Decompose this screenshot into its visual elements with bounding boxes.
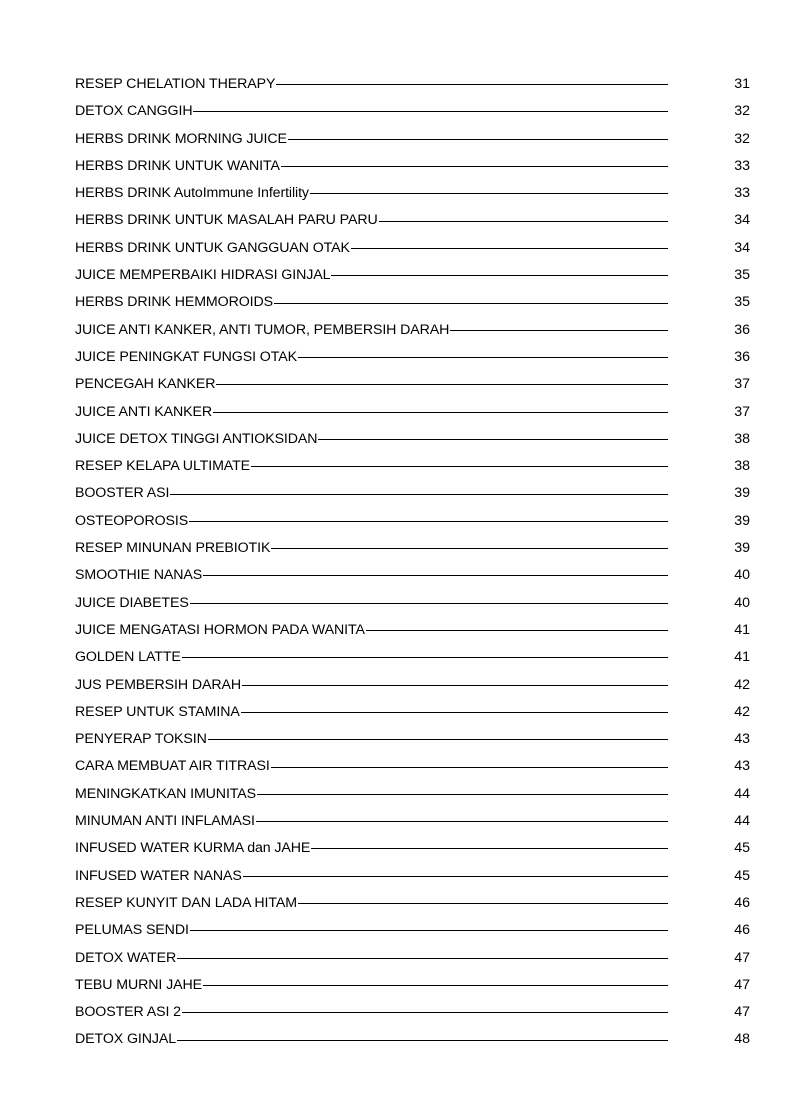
toc-entry[interactable] <box>75 508 750 535</box>
toc-entry-page-number: 37 <box>734 376 750 393</box>
toc-entry-title: HERBS DRINK UNTUK GANGGUAN OTAK <box>75 239 350 256</box>
toc-entry-title: JUICE DETOX TINGGI ANTIOKSIDAN <box>75 430 318 447</box>
toc-entry-title: JUS PEMBERSIH DARAH <box>75 676 242 693</box>
toc-dot-leader <box>288 139 668 140</box>
toc-entry-title: PENYERAP TOKSIN <box>75 731 207 748</box>
toc-entry-page-number: 39 <box>734 485 750 502</box>
toc-entry[interactable] <box>75 235 750 262</box>
toc-dot-leader <box>243 876 668 877</box>
toc-entry[interactable] <box>75 1026 750 1053</box>
toc-dot-leader <box>450 330 668 331</box>
toc-entry-title: BOOSTER ASI <box>75 485 170 502</box>
toc-dot-leader <box>208 739 668 740</box>
toc-entry-page-number: 36 <box>734 321 750 338</box>
toc-entry[interactable] <box>75 590 750 617</box>
toc-entry[interactable] <box>75 453 750 480</box>
toc-entry-page-number: 42 <box>734 703 750 720</box>
toc-dot-leader <box>257 794 668 795</box>
toc-entry-title: JUICE ANTI KANKER <box>75 403 213 420</box>
toc-entry-page-number: 43 <box>734 758 750 775</box>
toc-entry-title: DETOX CANGGIH <box>75 103 193 120</box>
toc-entry[interactable] <box>75 781 750 808</box>
toc-entry-page-number: 35 <box>734 267 750 284</box>
toc-entry-page-number: 39 <box>734 540 750 557</box>
toc-entry-title: HERBS DRINK MORNING JUICE <box>75 130 287 147</box>
toc-entry-title: HERBS DRINK UNTUK MASALAH PARU PARU <box>75 212 378 229</box>
toc-entry-page-number: 38 <box>734 458 750 475</box>
toc-entry-title: PENCEGAH KANKER <box>75 376 216 393</box>
toc-entry[interactable] <box>75 289 750 316</box>
toc-entry[interactable] <box>75 535 750 562</box>
toc-entry-page-number: 36 <box>734 348 750 365</box>
toc-dot-leader <box>318 439 668 440</box>
toc-entry-title: DETOX WATER <box>75 949 177 966</box>
toc-entry-title: RESEP MINUNAN PREBIOTIK <box>75 540 271 557</box>
toc-dot-leader <box>276 84 668 85</box>
toc-entry[interactable] <box>75 945 750 972</box>
toc-dot-leader <box>311 848 668 849</box>
toc-entry-page-number: 39 <box>734 512 750 529</box>
toc-dot-leader <box>170 494 668 495</box>
toc-entry-page-number: 33 <box>734 157 750 174</box>
toc-entry-title: SMOOTHIE NANAS <box>75 567 203 584</box>
toc-entry-page-number: 33 <box>734 185 750 202</box>
toc-entry-title: MINUMAN ANTI INFLAMASI <box>75 813 255 830</box>
toc-entry-page-number: 47 <box>734 949 750 966</box>
toc-dot-leader <box>213 412 668 413</box>
toc-entry[interactable] <box>75 617 750 644</box>
toc-entry-title: JUICE MENGATASI HORMON PADA WANITA <box>75 621 365 638</box>
toc-entry[interactable] <box>75 835 750 862</box>
toc-entry-title: CARA MEMBUAT AIR TITRASI <box>75 758 270 775</box>
toc-entry[interactable] <box>75 371 750 398</box>
toc-entry[interactable] <box>75 153 750 180</box>
toc-entry-title: JUICE DIABETES <box>75 594 189 611</box>
toc-entry-page-number: 37 <box>734 403 750 420</box>
toc-entry-title: RESEP KUNYIT DAN LADA HITAM <box>75 894 297 911</box>
toc-dot-leader <box>203 985 668 986</box>
toc-dot-leader <box>281 166 668 167</box>
toc-entry-title: HERBS DRINK HEMMOROIDS <box>75 294 274 311</box>
toc-dot-leader <box>366 630 668 631</box>
toc-entry-page-number: 47 <box>734 976 750 993</box>
toc-dot-leader <box>203 575 668 576</box>
toc-entry[interactable] <box>75 426 750 453</box>
toc-dot-leader <box>379 221 668 222</box>
toc-entry-page-number: 32 <box>734 130 750 147</box>
toc-entry-title: TEBU MURNI JAHE <box>75 976 202 993</box>
toc-dot-leader <box>310 193 668 194</box>
toc-dot-leader <box>182 657 668 658</box>
toc-entry[interactable] <box>75 317 750 344</box>
toc-entry-title: RESEP CHELATION THERAPY <box>75 76 276 92</box>
toc-dot-leader <box>177 1040 668 1041</box>
toc-entry-page-number: 34 <box>734 212 750 229</box>
toc-entry[interactable] <box>75 863 750 890</box>
toc-entry[interactable] <box>75 207 750 234</box>
toc-entry[interactable] <box>75 262 750 289</box>
toc-entry[interactable] <box>75 672 750 699</box>
toc-dot-leader <box>190 603 668 604</box>
toc-entry[interactable] <box>75 480 750 507</box>
toc-entry-page-number: 46 <box>734 894 750 911</box>
toc-entry[interactable] <box>75 98 750 125</box>
toc-entry-title: RESEP KELAPA ULTIMATE <box>75 458 251 475</box>
toc-dot-leader <box>351 248 668 249</box>
toc-entry-title: JUICE ANTI KANKER, ANTI TUMOR, PEMBERSIH DARAH <box>75 321 450 338</box>
toc-dot-leader <box>190 930 668 931</box>
toc-entry[interactable] <box>75 644 750 671</box>
toc-entry-title: GOLDEN LATTE <box>75 649 181 666</box>
toc-entry[interactable] <box>75 808 750 835</box>
toc-dot-leader <box>298 357 668 358</box>
toc-entry[interactable] <box>75 399 750 426</box>
toc-entry-title: INFUSED WATER KURMA dan JAHE <box>75 840 311 857</box>
toc-entry-title: HERBS DRINK AutoImmune Infertility <box>75 185 309 202</box>
toc-dot-leader <box>241 712 668 713</box>
toc-entry[interactable] <box>75 71 750 98</box>
toc-entry-title: DETOX GINJAL <box>75 1031 177 1048</box>
toc-dot-leader <box>251 466 668 467</box>
toc-entry[interactable] <box>75 699 750 726</box>
toc-dot-leader <box>193 111 668 112</box>
toc-dot-leader <box>216 384 668 385</box>
toc-entry-title: BOOSTER ASI 2 <box>75 1004 181 1021</box>
toc-entry[interactable] <box>75 917 750 944</box>
toc-dot-leader <box>177 958 668 959</box>
toc-entry[interactable] <box>75 562 750 589</box>
toc-entry-page-number: 41 <box>734 649 750 666</box>
toc-dot-leader <box>298 903 668 904</box>
toc-dot-leader <box>256 821 668 822</box>
toc-dot-leader <box>331 275 668 276</box>
toc-entry[interactable] <box>75 180 750 207</box>
toc-entry-title: PELUMAS SENDI <box>75 922 189 939</box>
toc-entry-page-number: 41 <box>734 621 750 638</box>
toc-entry-title: OSTEOPOROSIS <box>75 512 189 529</box>
toc-entry-page-number: 47 <box>734 1004 750 1021</box>
toc-entry[interactable] <box>75 972 750 999</box>
toc-entry[interactable] <box>75 890 750 917</box>
toc-entry-page-number: 44 <box>734 813 750 830</box>
toc-entry[interactable] <box>75 753 750 780</box>
toc-entry-page-number: 45 <box>734 867 750 884</box>
table-of-contents <box>75 71 750 1054</box>
toc-entry-title: INFUSED WATER NANAS <box>75 867 242 884</box>
toc-entry-page-number: 44 <box>734 785 750 802</box>
toc-entry-page-number: 48 <box>734 1031 750 1048</box>
toc-entry[interactable] <box>75 726 750 753</box>
toc-entry-page-number: 46 <box>734 922 750 939</box>
toc-dot-leader <box>271 767 668 768</box>
toc-entry-page-number: 40 <box>734 567 750 584</box>
toc-entry-page-number: 35 <box>734 294 750 311</box>
toc-dot-leader <box>271 548 668 549</box>
toc-entry-title: MENINGKATKAN IMUNITAS <box>75 785 257 802</box>
toc-entry-page-number: 34 <box>734 239 750 256</box>
toc-entry-title: JUICE MEMPERBAIKI HIDRASI GINJAL <box>75 267 331 284</box>
toc-entry-page-number: 42 <box>734 676 750 693</box>
toc-entry[interactable] <box>75 344 750 371</box>
toc-entry-page-number: 45 <box>734 840 750 857</box>
toc-entry-title: HERBS DRINK UNTUK WANITA <box>75 157 280 174</box>
toc-entry-page-number: 40 <box>734 594 750 611</box>
toc-dot-leader <box>242 685 668 686</box>
toc-entry-title: RESEP UNTUK STAMINA <box>75 703 240 720</box>
toc-entry-title: JUICE PENINGKAT FUNGSI OTAK <box>75 348 297 365</box>
toc-dot-leader <box>182 1012 668 1013</box>
toc-entry[interactable] <box>75 126 750 153</box>
toc-entry-page-number: 32 <box>734 103 750 120</box>
toc-entry-page-number: 43 <box>734 731 750 748</box>
toc-entry-page-number: 31 <box>734 76 750 92</box>
toc-entry-page-number: 38 <box>734 430 750 447</box>
toc-entry[interactable] <box>75 999 750 1026</box>
toc-dot-leader <box>274 303 668 304</box>
toc-dot-leader <box>189 521 668 522</box>
